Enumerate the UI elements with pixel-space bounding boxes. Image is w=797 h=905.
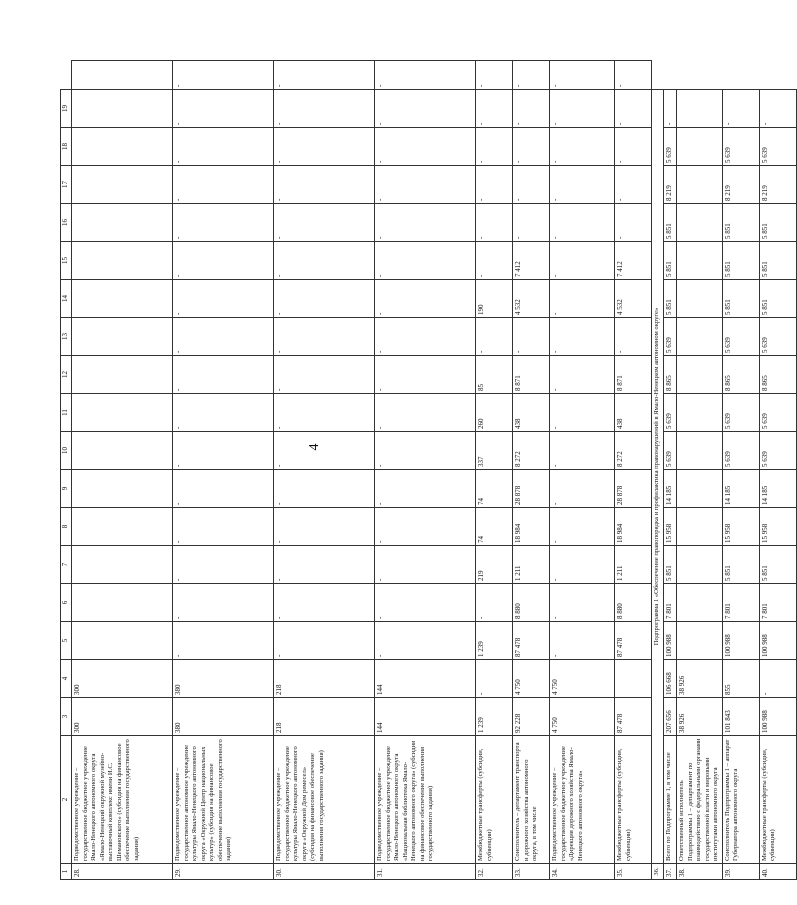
value-cell: - — [375, 394, 476, 432]
value-cell — [72, 470, 173, 508]
row-name-cell: Всего по Подпрограмме 1, в том числе — [664, 736, 677, 864]
value-cell: - — [173, 508, 274, 546]
value-cell: 219 — [476, 546, 513, 584]
value-cell: 5 639 — [722, 394, 759, 432]
column-number-cell: 2 — [61, 736, 72, 864]
table-row — [513, 61, 550, 880]
value-cell: 5 851 — [722, 204, 759, 242]
value-cell: 74 — [476, 470, 513, 508]
row-number-cell: 31. — [375, 864, 476, 880]
value-cell: - — [173, 584, 274, 622]
value-cell: 337 — [476, 432, 513, 470]
row-number-cell: 36. — [652, 864, 664, 880]
value-cell: 4 750 — [550, 660, 615, 698]
value-cell — [72, 280, 173, 318]
value-cell: - — [550, 166, 615, 204]
value-cell: - — [375, 204, 476, 242]
value-cell — [677, 280, 723, 318]
table-row — [375, 61, 476, 880]
value-cell: 5 639 — [722, 432, 759, 470]
value-cell: 8 865 — [722, 356, 759, 394]
value-cell: - — [759, 90, 796, 128]
value-cell: 260 — [476, 394, 513, 432]
value-cell: 855 — [722, 660, 759, 698]
value-cell: - — [550, 470, 615, 508]
value-cell: 5 851 — [759, 280, 796, 318]
value-cell: - — [550, 280, 615, 318]
value-cell: - — [615, 128, 652, 166]
value-cell: 18 984 — [513, 508, 550, 546]
value-cell: 380 — [173, 660, 274, 698]
value-cell: - — [274, 622, 375, 660]
value-cell: - — [615, 166, 652, 204]
value-cell: 5 851 — [759, 242, 796, 280]
value-cell — [677, 394, 723, 432]
value-cell — [677, 242, 723, 280]
value-cell: 92 228 — [513, 698, 550, 736]
row-name-cell: Межбюджетные трансферты (субсидии, субвенции) — [615, 736, 652, 864]
value-cell: - — [274, 128, 375, 166]
value-cell: 5 639 — [722, 128, 759, 166]
value-cell: - — [615, 318, 652, 356]
value-cell: - — [274, 394, 375, 432]
value-cell: 106 668 — [664, 660, 677, 698]
value-cell: 190 — [476, 280, 513, 318]
table-row — [759, 61, 796, 880]
value-cell: 5 851 — [664, 242, 677, 280]
row-number-cell: 40. — [759, 864, 796, 880]
table-row — [677, 61, 723, 880]
value-cell: - — [550, 242, 615, 280]
row-number-cell: 32. — [476, 864, 513, 880]
value-cell: - — [375, 356, 476, 394]
subprogram-title: Подпрограмма 1 «Обеспечение правопорядка и профилактика правонарушений в Ямало-Ненецком автономном округе» — [652, 90, 664, 864]
value-cell: 101 843 — [722, 698, 759, 736]
row-number-cell: 37. — [664, 864, 677, 880]
value-cell: 5 639 — [759, 318, 796, 356]
value-cell: - — [476, 90, 513, 128]
value-cell: 8 871 — [513, 356, 550, 394]
column-number-cell: 7 — [61, 546, 72, 584]
value-cell: - — [274, 204, 375, 242]
subprogram-row — [652, 61, 664, 880]
value-cell: - — [476, 242, 513, 280]
value-cell: 5 639 — [664, 432, 677, 470]
value-cell: 1 239 — [476, 698, 513, 736]
value-cell: 5 851 — [722, 280, 759, 318]
value-cell — [72, 394, 173, 432]
value-cell: - — [375, 242, 476, 280]
value-cell: - — [476, 61, 513, 90]
value-cell: 4 532 — [513, 280, 550, 318]
value-cell: - — [550, 584, 615, 622]
value-cell: 87 478 — [513, 622, 550, 660]
value-cell: - — [173, 432, 274, 470]
value-cell: 1 239 — [476, 622, 513, 660]
table-row — [173, 61, 274, 880]
value-cell: 18 984 — [615, 508, 652, 546]
value-cell: - — [513, 318, 550, 356]
table-row — [615, 61, 652, 880]
row-number-cell: 39. — [722, 864, 759, 880]
column-number-cell: 4 — [61, 660, 72, 698]
value-cell: 5 639 — [664, 128, 677, 166]
value-cell: - — [722, 90, 759, 128]
value-cell: - — [375, 61, 476, 90]
page-number: 4 — [307, 443, 322, 451]
value-cell — [677, 90, 723, 128]
value-cell: 144 — [375, 698, 476, 736]
value-cell: 300 — [72, 660, 173, 698]
value-cell: 5 851 — [759, 204, 796, 242]
value-cell: 7 801 — [759, 584, 796, 622]
column-number-cell: 13 — [61, 318, 72, 356]
column-number-cell: 14 — [61, 280, 72, 318]
value-cell: 100 988 — [664, 622, 677, 660]
value-cell: - — [550, 90, 615, 128]
column-number-cell: 6 — [61, 584, 72, 622]
value-cell: - — [173, 242, 274, 280]
value-cell: 8 219 — [759, 166, 796, 204]
value-cell: 8 880 — [513, 584, 550, 622]
value-cell: - — [550, 318, 615, 356]
value-cell: - — [759, 660, 796, 698]
value-cell: - — [173, 394, 274, 432]
column-number-cell: 9 — [61, 470, 72, 508]
value-cell: 15 958 — [664, 508, 677, 546]
column-number-cell: 8 — [61, 508, 72, 546]
value-cell: 8 871 — [615, 356, 652, 394]
value-cell: - — [375, 90, 476, 128]
row-name-cell: Межбюджетные трансферты (субсидии, субвенции) — [476, 736, 513, 864]
table-row — [664, 61, 677, 880]
value-cell: - — [173, 90, 274, 128]
value-cell: - — [550, 61, 615, 90]
value-cell: 5 851 — [664, 546, 677, 584]
column-number-cell: 16 — [61, 204, 72, 242]
value-cell: 5 851 — [664, 204, 677, 242]
value-cell: - — [274, 508, 375, 546]
value-cell: 38 926 — [677, 698, 723, 736]
value-cell — [677, 546, 723, 584]
value-cell: - — [476, 204, 513, 242]
value-cell: - — [615, 90, 652, 128]
value-cell: - — [274, 470, 375, 508]
row-number-cell: 33. — [513, 864, 550, 880]
value-cell: - — [550, 432, 615, 470]
value-cell — [677, 622, 723, 660]
value-cell: 8 272 — [513, 432, 550, 470]
value-cell: - — [173, 356, 274, 394]
value-cell: - — [550, 622, 615, 660]
value-cell: - — [375, 280, 476, 318]
value-cell: - — [274, 61, 375, 90]
value-cell — [72, 584, 173, 622]
value-cell: 1 211 — [615, 546, 652, 584]
value-cell: 7 412 — [513, 242, 550, 280]
row-name-cell: Соисполнитель – департамент транспорта и дорожного хозяйства автономного округа, в том числе — [513, 736, 550, 864]
value-cell: - — [375, 622, 476, 660]
value-cell — [677, 356, 723, 394]
value-cell: 5 851 — [759, 546, 796, 584]
value-cell: - — [274, 242, 375, 280]
value-cell: 5 639 — [664, 318, 677, 356]
value-cell: - — [550, 204, 615, 242]
value-cell: - — [664, 90, 677, 128]
value-cell: 4 532 — [615, 280, 652, 318]
value-cell: 74 — [476, 508, 513, 546]
column-number-cell: 17 — [61, 166, 72, 204]
value-cell — [72, 622, 173, 660]
value-cell: 218 — [274, 698, 375, 736]
value-cell — [677, 470, 723, 508]
value-cell — [72, 318, 173, 356]
table-row — [722, 61, 759, 880]
value-cell — [72, 204, 173, 242]
row-number-cell: 30. — [274, 864, 375, 880]
column-number-cell: 10 — [61, 432, 72, 470]
value-cell: 144 — [375, 660, 476, 698]
budget-table — [60, 60, 797, 880]
value-cell: - — [476, 584, 513, 622]
value-cell: 14 185 — [664, 470, 677, 508]
value-cell: 1 211 — [513, 546, 550, 584]
value-cell: - — [615, 204, 652, 242]
row-name-cell: Подведомственное учреждение – государственное бюджетное учреждение культуры Ямало-Ненецкого автономного округа «Окружной Дом ремесел» (субсидия на финансовое обеспечение выполнения государственного задания) — [274, 736, 375, 864]
value-cell: 14 185 — [759, 470, 796, 508]
value-cell: 5 639 — [759, 128, 796, 166]
value-cell — [677, 204, 723, 242]
row-number-cell: 35. — [615, 864, 652, 880]
value-cell — [677, 584, 723, 622]
value-cell: 28 878 — [513, 470, 550, 508]
value-cell: - — [476, 660, 513, 698]
value-cell — [72, 128, 173, 166]
value-cell: - — [274, 546, 375, 584]
value-cell: - — [274, 584, 375, 622]
value-cell: - — [550, 356, 615, 394]
value-cell: - — [173, 318, 274, 356]
value-cell: - — [476, 128, 513, 166]
value-cell: - — [375, 166, 476, 204]
value-cell — [677, 128, 723, 166]
value-cell: - — [375, 432, 476, 470]
value-cell: 15 958 — [722, 508, 759, 546]
value-cell — [72, 166, 173, 204]
value-cell: - — [173, 204, 274, 242]
value-cell: - — [173, 128, 274, 166]
value-cell: - — [173, 166, 274, 204]
value-cell: - — [274, 432, 375, 470]
value-cell: 87 478 — [615, 622, 652, 660]
row-name-cell: Ответственный исполнитель Подпрограммы 1 – департамент по взаимодействию с федеральными органами государственной власти и мировыми институтами автономного округа — [677, 736, 723, 864]
value-cell: 380 — [173, 698, 274, 736]
column-number-cell: 12 — [61, 356, 72, 394]
value-cell: - — [173, 470, 274, 508]
value-cell: 7 412 — [615, 242, 652, 280]
table-row — [72, 61, 173, 880]
value-cell: 5 851 — [722, 546, 759, 584]
value-cell: - — [274, 280, 375, 318]
value-cell — [615, 660, 652, 698]
value-cell: - — [274, 356, 375, 394]
value-cell: - — [375, 128, 476, 166]
value-cell: - — [375, 584, 476, 622]
value-cell: - — [173, 546, 274, 584]
value-cell: - — [513, 61, 550, 90]
value-cell: 8 865 — [664, 356, 677, 394]
value-cell — [72, 432, 173, 470]
value-cell: - — [274, 166, 375, 204]
value-cell: - — [375, 546, 476, 584]
value-cell: 5 851 — [664, 280, 677, 318]
row-number-cell: 38. — [677, 864, 723, 880]
value-cell: - — [550, 546, 615, 584]
value-cell: - — [173, 622, 274, 660]
row-name-cell: Соисполнитель Подпрограммы 1 – аппарат Губернатора автономного округа — [722, 736, 759, 864]
value-cell: 8 880 — [615, 584, 652, 622]
value-cell: 7 801 — [722, 584, 759, 622]
value-cell: 100 988 — [722, 622, 759, 660]
value-cell — [677, 508, 723, 546]
value-cell: - — [615, 61, 652, 90]
row-number-cell: 28. — [72, 864, 173, 880]
value-cell: - — [476, 166, 513, 204]
value-cell: 100 988 — [759, 698, 796, 736]
row-number-cell: 34. — [550, 864, 615, 880]
rotated-budget-table — [60, 60, 776, 880]
value-cell: 100 988 — [759, 622, 796, 660]
value-cell: 85 — [476, 356, 513, 394]
value-cell: 4 750 — [550, 698, 615, 736]
column-number-cell: 18 — [61, 128, 72, 166]
value-cell — [72, 61, 173, 90]
value-cell: - — [513, 166, 550, 204]
value-cell — [677, 318, 723, 356]
value-cell: 300 — [72, 698, 173, 736]
value-cell — [72, 242, 173, 280]
value-cell: 87 478 — [615, 698, 652, 736]
column-number-cell: 19 — [61, 90, 72, 128]
value-cell: 28 878 — [615, 470, 652, 508]
value-cell: - — [173, 280, 274, 318]
value-cell: 4 750 — [513, 660, 550, 698]
value-cell: 5 639 — [664, 394, 677, 432]
value-cell: - — [274, 90, 375, 128]
value-cell: 38 926 — [677, 660, 723, 698]
value-cell: 8 272 — [615, 432, 652, 470]
value-cell — [72, 90, 173, 128]
row-name-cell: Подведомственное учреждение – государственное бюджетное учреждение Ямало-Ненецкого автономного округа «Национальная библиотека Ямало-Ненецкого автономного округа» (субсидия на финансовое обеспечение выполнения государственного задания) — [375, 736, 476, 864]
column-number-cell: 3 — [61, 698, 72, 736]
row-name-cell: Подведомственное учреждение – государственное бюджетное учреждение «Дирекция дорожного хозяйства Ямало-Ненецкого автономного округа» — [550, 736, 615, 864]
value-cell: 438 — [615, 394, 652, 432]
value-cell: 14 185 — [722, 470, 759, 508]
value-cell: 218 — [274, 660, 375, 698]
value-cell — [677, 166, 723, 204]
row-name-cell: Подведомственное учреждение – государственное бюджетное учреждение Ямало-Ненецкого автономного округа «Ямало-Ненецкий окружной музейно-выставочный комплекс имени И.С. Шемановского» (субсидия на финансовое обеспечение выполнения государственного задания) — [72, 736, 173, 864]
value-cell: - — [550, 508, 615, 546]
value-cell: 207 656 — [664, 698, 677, 736]
value-cell: 5 851 — [722, 242, 759, 280]
value-cell: 7 801 — [664, 584, 677, 622]
value-cell: - — [513, 90, 550, 128]
value-cell: 5 639 — [759, 394, 796, 432]
row-number-cell: 29. — [173, 864, 274, 880]
value-cell — [72, 508, 173, 546]
value-cell: 8 219 — [722, 166, 759, 204]
value-cell: - — [550, 128, 615, 166]
row-name-cell: Подведомственное учреждение – государственное автономное учреждение культуры Ямало-Ненецкого автономного округа «Окружной Центр национальных культур» (субсидия на финансовое обеспечение выполнения государственного задания) — [173, 736, 274, 864]
value-cell: 438 — [513, 394, 550, 432]
value-cell: 5 639 — [722, 318, 759, 356]
value-cell: 15 958 — [759, 508, 796, 546]
value-cell — [677, 432, 723, 470]
value-cell: 5 639 — [759, 432, 796, 470]
value-cell: - — [550, 394, 615, 432]
value-cell: - — [513, 128, 550, 166]
column-number-row — [61, 61, 72, 880]
value-cell — [72, 356, 173, 394]
value-cell: 8 219 — [664, 166, 677, 204]
value-cell: - — [513, 204, 550, 242]
table-row — [476, 61, 513, 880]
value-cell: - — [375, 508, 476, 546]
column-number-cell: 11 — [61, 394, 72, 432]
column-number-cell: 15 — [61, 242, 72, 280]
value-cell: 8 865 — [759, 356, 796, 394]
value-cell — [72, 546, 173, 584]
value-cell: - — [476, 318, 513, 356]
value-cell: - — [375, 470, 476, 508]
column-number-cell: 5 — [61, 622, 72, 660]
row-name-cell: Межбюджетные трансферты (субсидии, субвенции) — [759, 736, 796, 864]
table-row — [550, 61, 615, 880]
table-row — [274, 61, 375, 880]
value-cell: - — [274, 318, 375, 356]
column-number-cell: 1 — [61, 864, 72, 880]
value-cell: - — [173, 61, 274, 90]
value-cell: - — [375, 318, 476, 356]
